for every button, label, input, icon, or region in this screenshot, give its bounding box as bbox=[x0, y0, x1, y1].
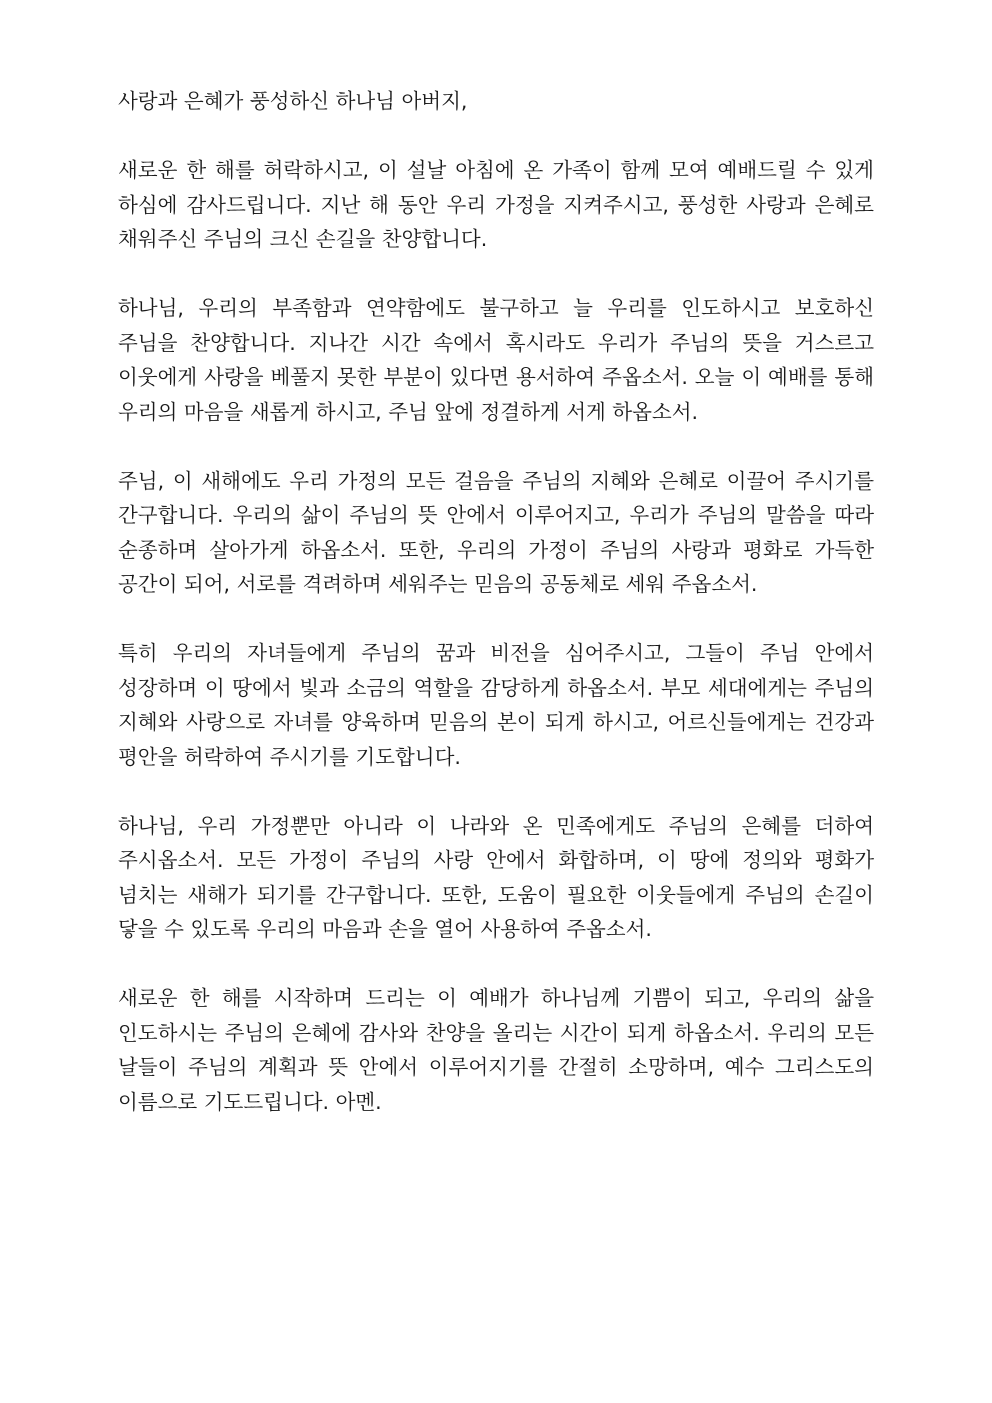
closing-paragraph: 새로운 한 해를 시작하며 드리는 이 예배가 하나님께 기쁨이 되고, 우리의 삶을 인도하시는 주님의 은혜에 감사와 찬양을 올리는 시간이 되게 하옵소서. 우리의 모든 날들이 주님의 계획과 뜻 안에서 이루어지기를 간절히 소망하며, 예수 그리스도의 이름으로 기도드립니다. 아멘. bbox=[118, 986, 874, 1114]
family-guidance-paragraph: 주님, 이 새해에도 우리 가정의 모든 걸음을 주님의 지혜와 은혜로 이끌어 주시기를 간구합니다. 우리의 삶이 주님의 뜻 안에서 이루어지고, 우리가 주님의 말씀을 따라 순종하며 살아가게 하옵소서. 또한, 우리의 가정이 주님의 사랑과 평화로 가득한 공간이 되어, 서로를 격려하며 세워주는 믿음의 공동체로 세워 주옵소서. bbox=[118, 468, 874, 596]
thanksgiving-paragraph: 새로운 한 해를 허락하시고, 이 설날 아침에 온 가족이 함께 모여 예배드릴 수 있게 하심에 감사드립니다. 지난 해 동안 우리 가정을 지켜주시고, 풍성한 사랑과 은혜로 채워주신 주님의 크신 손길을 찬양합니다. bbox=[118, 158, 874, 251]
nation-paragraph: 하나님, 우리 가정뿐만 아니라 이 나라와 온 민족에게도 주님의 은혜를 더하여 주시옵소서. 모든 가정이 주님의 사랑 안에서 화합하며, 이 땅에 정의와 평화가 넘치는 새해가 되기를 간구합니다. 또한, 도움이 필요한 이웃들에게 주님의 손길이 닿을 수 있도록 우리의 마음과 손을 열어 사용하여 주옵소서. bbox=[118, 813, 874, 941]
repentance-paragraph: 하나님, 우리의 부족함과 연약함에도 불구하고 늘 우리를 인도하시고 보호하신 주님을 찬양합니다. 지나간 시간 속에서 혹시라도 우리가 주님의 뜻을 거스르고 이웃에게 사랑을 베풀지 못한 부분이 있다면 용서하여 주옵소서. 오늘 이 예배를 통해 우리의 마음을 새롭게 하시고, 주님 앞에 정결하게 서게 하옵소서. bbox=[118, 296, 874, 424]
generations-paragraph: 특히 우리의 자녀들에게 주님의 꿈과 비전을 심어주시고, 그들이 주님 안에서 성장하며 이 땅에서 빛과 소금의 역할을 감당하게 하옵소서. 부모 세대에게는 주님의 지혜와 사랑으로 자녀를 양육하며 믿음의 본이 되게 하시고, 어르신들에게는 건강과 평안을 허락하여 주시기를 기도합니다. bbox=[118, 641, 874, 769]
greeting-paragraph: 사랑과 은혜가 풍성하신 하나님 아버지, bbox=[118, 89, 468, 113]
document-page bbox=[118, 84, 874, 1119]
